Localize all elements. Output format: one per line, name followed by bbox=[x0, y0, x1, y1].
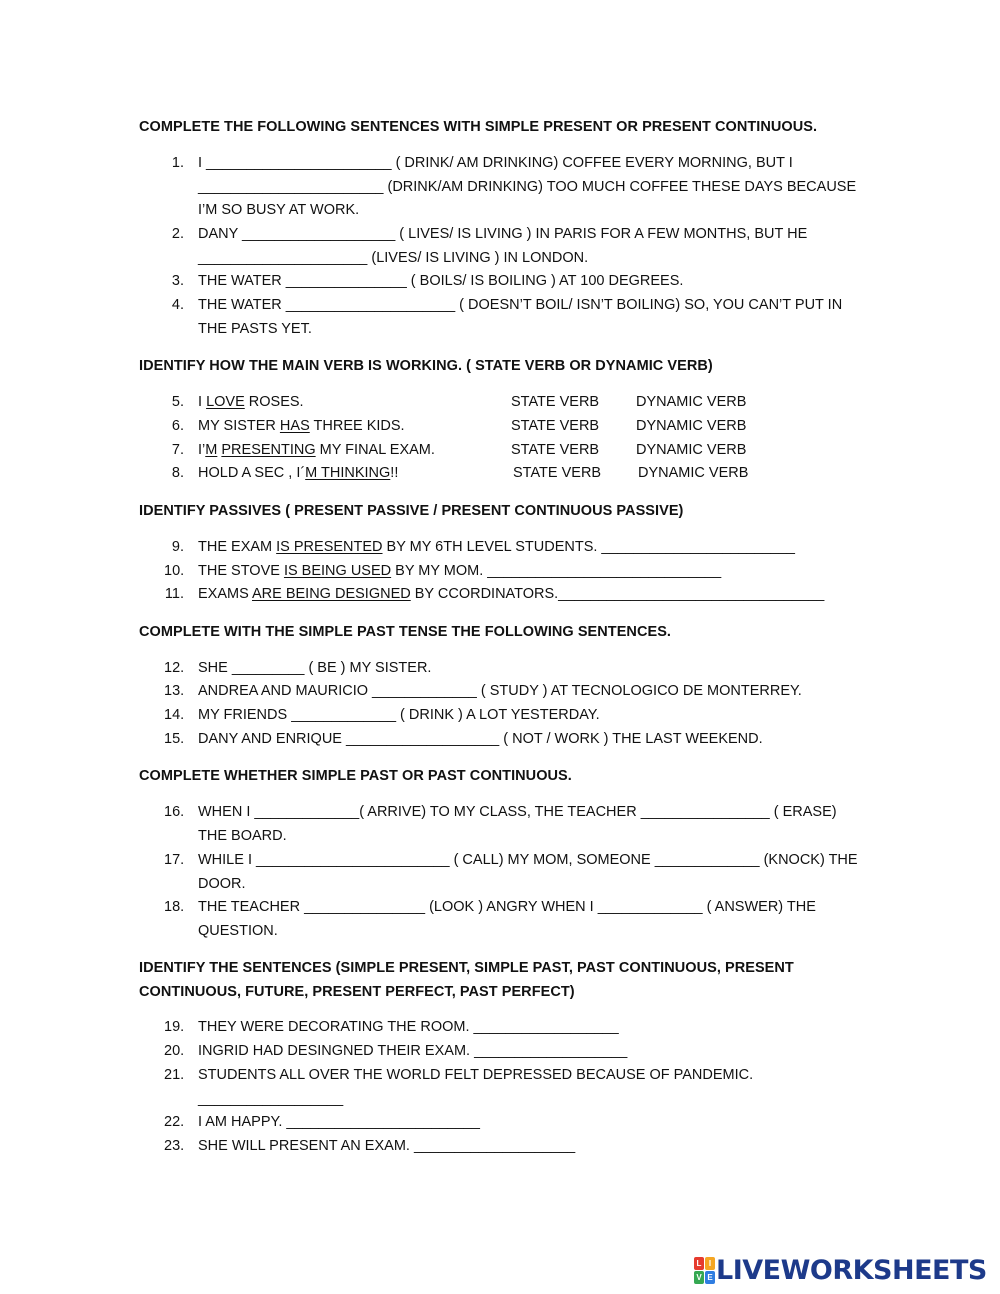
question-number: 3. bbox=[171, 273, 184, 289]
section-heading-1: COMPLETE THE FOLLOWING SENTENCES WITH SIMPLE PRESENT OR PRESENT CONTINUOUS. bbox=[139, 119, 818, 135]
question-number: 12. bbox=[164, 660, 185, 676]
option-state-verb-8[interactable]: STATE VERB bbox=[513, 465, 602, 481]
question-number: 21. bbox=[164, 1067, 185, 1083]
underlined-verb: M bbox=[205, 442, 218, 458]
question-text: INGRID HAD DESINGNED THEIR EXAM. ___________________ bbox=[198, 1043, 628, 1059]
underlined-verb: M THINKING bbox=[305, 465, 391, 481]
question-number: 11. bbox=[164, 586, 184, 602]
logo-text: LIVEWORKSHEETS bbox=[716, 1254, 987, 1286]
question-number: 6. bbox=[171, 418, 184, 434]
option-state-verb-5[interactable]: STATE VERB bbox=[511, 394, 600, 410]
underlined-verb: HAS bbox=[279, 418, 310, 434]
section-heading-2: IDENTIFY HOW THE MAIN VERB IS WORKING. ( STATE VERB OR DYNAMIC VERB) bbox=[139, 358, 713, 374]
question-text: THE WATER _____________________ ( DOESN’T BOIL/ ISN’T BOILING) SO, YOU CAN’T PUT IN THE PASTS YET. bbox=[198, 297, 846, 337]
option-dynamic-verb-8[interactable]: DYNAMIC VERB bbox=[638, 465, 749, 481]
question-number: 17. bbox=[164, 852, 185, 868]
question-text: STUDENTS ALL OVER THE WORLD FELT DEPRESSED BECAUSE OF PANDEMIC. __________________ bbox=[198, 1067, 754, 1107]
question-number: 8. bbox=[171, 465, 184, 481]
section-heading-3: IDENTIFY PASSIVES ( PRESENT PASSIVE / PRESENT CONTINUOUS PASSIVE) bbox=[139, 503, 684, 519]
question-text: THE WATER _______________ ( BOILS/ IS BOILING ) AT 100 DEGREES. bbox=[198, 273, 684, 289]
question-text: WHILE I ________________________ ( CALL) MY MOM, SOMEONE _____________ (KNOCK) THE DOOR. bbox=[198, 852, 862, 892]
question-text: THE EXAM IS PRESENTED BY MY 6TH LEVEL STUDENTS. ________________________ bbox=[198, 539, 795, 555]
question-text: MY SISTER HAS THREE KIDS. bbox=[198, 418, 405, 434]
question-number: 5. bbox=[171, 394, 184, 410]
question-text: I _______________________ ( DRINK/ AM DRINKING) COFFEE EVERY MORNING, BUT I _______________________ (DRINK/AM DRINKING) TOO MUCH COFFEE THESE DAYS BECAUSE I’M SO BUSY AT WORK. bbox=[198, 155, 861, 219]
question-text: WHEN I _____________( ARRIVE) TO MY CLASS, THE TEACHER ________________ ( ERASE) THE BOARD. bbox=[198, 804, 841, 844]
question-number: 16. bbox=[164, 804, 185, 820]
question-text: THE STOVE IS BEING USED BY MY MOM. _____________________________ bbox=[198, 563, 722, 579]
question-number: 2. bbox=[171, 226, 184, 242]
question-text: THEY WERE DECORATING THE ROOM. __________________ bbox=[198, 1019, 619, 1035]
question-text: DANY AND ENRIQUE ___________________ ( NOT / WORK ) THE LAST WEEKEND. bbox=[198, 731, 763, 747]
question-text: I’M PRESENTING MY FINAL EXAM. bbox=[198, 442, 435, 458]
liveworksheets-logo bbox=[694, 1254, 987, 1286]
option-state-verb-6[interactable]: STATE VERB bbox=[511, 418, 600, 434]
underlined-verb: ARE BEING DESIGNED bbox=[252, 586, 411, 602]
option-state-verb-7[interactable]: STATE VERB bbox=[511, 442, 600, 458]
section-heading-5: COMPLETE WHETHER SIMPLE PAST OR PAST CONTINUOUS. bbox=[139, 768, 572, 784]
question-number: 18. bbox=[164, 899, 185, 915]
question-number: 13. bbox=[164, 683, 185, 699]
option-dynamic-verb-7[interactable]: DYNAMIC VERB bbox=[636, 442, 747, 458]
question-text: SHE _________ ( BE ) MY SISTER. bbox=[198, 660, 432, 676]
question-number: 14. bbox=[164, 707, 185, 723]
question-number: 15. bbox=[164, 731, 185, 747]
question-text: EXAMS ARE BEING DESIGNED BY CCORDINATORS._________________________________ bbox=[198, 586, 825, 602]
section-heading-6: IDENTIFY THE SENTENCES (SIMPLE PRESENT, SIMPLE PAST, PAST CONTINUOUS, PRESENT CONTINUOUS, FUTURE, PRESENT PERFECT, PAST PERFECT) bbox=[139, 960, 794, 1000]
question-number: 10. bbox=[164, 563, 185, 579]
question-text: THE TEACHER _______________ (LOOK ) ANGRY WHEN I _____________ ( ANSWER) THE QUESTION. bbox=[198, 899, 820, 939]
question-text: SHE WILL PRESENT AN EXAM. ____________________ bbox=[198, 1138, 576, 1154]
question-number: 4. bbox=[171, 297, 184, 313]
question-text: I LOVE ROSES. bbox=[198, 394, 304, 410]
question-number: 7. bbox=[171, 442, 184, 458]
question-text: MY FRIENDS _____________ ( DRINK ) A LOT YESTERDAY. bbox=[198, 707, 600, 723]
question-number: 1. bbox=[171, 155, 184, 171]
underlined-verb: IS PRESENTED bbox=[276, 539, 383, 555]
question-number: 20. bbox=[164, 1043, 185, 1059]
underlined-verb: LOVE bbox=[206, 394, 245, 410]
underlined-verb: PRESENTING bbox=[221, 442, 316, 458]
question-text: ANDREA AND MAURICIO _____________ ( STUDY ) AT TECNOLOGICO DE MONTERREY. bbox=[198, 683, 802, 699]
question-text: DANY ___________________ ( LIVES/ IS LIVING ) IN PARIS FOR A FEW MONTHS, BUT HE _____________________ (LIVES/ IS LIVING ) IN LONDON. bbox=[198, 226, 812, 266]
question-number: 19. bbox=[164, 1019, 185, 1035]
question-text: HOLD A SEC , I´M THINKING!! bbox=[198, 465, 399, 481]
option-dynamic-verb-5[interactable]: DYNAMIC VERB bbox=[636, 394, 747, 410]
question-number: 22. bbox=[164, 1114, 185, 1130]
section-heading-4: COMPLETE WITH THE SIMPLE PAST TENSE THE FOLLOWING SENTENCES. bbox=[139, 624, 671, 640]
question-text: I AM HAPPY. ________________________ bbox=[198, 1114, 480, 1130]
logo-mark-icon: L I V E bbox=[694, 1257, 714, 1283]
question-number: 23. bbox=[164, 1138, 185, 1154]
question-number: 9. bbox=[171, 539, 184, 555]
option-dynamic-verb-6[interactable]: DYNAMIC VERB bbox=[636, 418, 747, 434]
underlined-verb: IS BEING USED bbox=[283, 563, 392, 579]
